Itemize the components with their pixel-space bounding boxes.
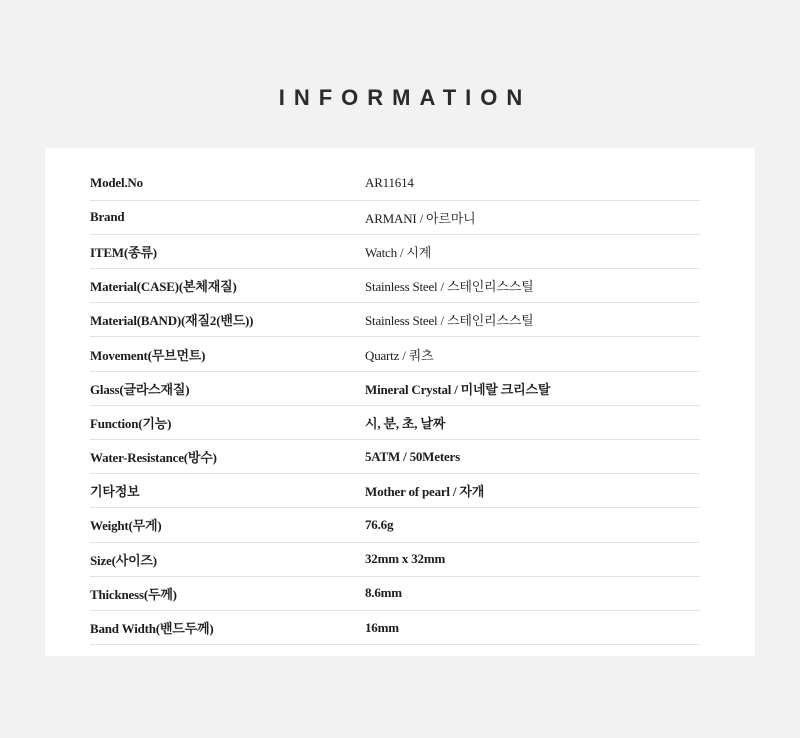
table-row	[90, 371, 700, 405]
table-row	[90, 337, 700, 371]
spec-label: Brand	[90, 200, 365, 234]
spec-label: Glass(글라스재질)	[90, 371, 365, 405]
table-row	[90, 508, 700, 542]
spec-label: Weight(무게)	[90, 508, 365, 542]
table-row	[90, 405, 700, 439]
table-row	[90, 166, 700, 200]
specification-table	[90, 166, 700, 645]
spec-label: Material(BAND)(재질2(밴드))	[90, 303, 365, 337]
table-row	[90, 269, 700, 303]
table-row	[90, 200, 700, 234]
spec-label: 기타정보	[90, 474, 365, 508]
spec-label: Size(사이즈)	[90, 542, 365, 576]
table-row	[90, 234, 700, 268]
spec-label: Function(기능)	[90, 405, 365, 439]
spec-label: Model.No	[90, 166, 365, 200]
spec-value: Stainless Steel / 스테인리스스틸	[365, 269, 700, 303]
spec-value: 8.6mm	[365, 576, 700, 610]
spec-value: Mineral Crystal / 미네랄 크리스탈	[365, 371, 700, 405]
spec-value: Stainless Steel / 스테인리스스틸	[365, 303, 700, 337]
spec-label: Material(CASE)(본체재질)	[90, 269, 365, 303]
spec-value: ARMANI / 아르마니	[365, 200, 700, 234]
spec-label: Thickness(두께)	[90, 576, 365, 610]
spec-label: Movement(무브먼트)	[90, 337, 365, 371]
spec-value: 16mm	[365, 610, 700, 644]
information-card	[45, 148, 755, 656]
spec-label: Band Width(밴드두께)	[90, 610, 365, 644]
spec-value: 76.6g	[365, 508, 700, 542]
page-title: INFORMATION	[278, 85, 532, 110]
spec-label: Water-Resistance(방수)	[90, 440, 365, 474]
table-row	[90, 474, 700, 508]
spec-value: 5ATM / 50Meters	[365, 440, 700, 474]
specification-table-body	[90, 166, 700, 645]
spec-value: Mother of pearl / 자개	[365, 474, 700, 508]
spec-value: 시, 분, 초, 날짜	[365, 405, 700, 439]
spec-label: ITEM(종류)	[90, 234, 365, 268]
table-row	[90, 440, 700, 474]
table-row	[90, 303, 700, 337]
spec-value: Quartz / 쿼츠	[365, 337, 700, 371]
table-row	[90, 610, 700, 644]
table-row	[90, 542, 700, 576]
spec-value: 32mm x 32mm	[365, 542, 700, 576]
spec-value: AR11614	[365, 166, 700, 200]
table-row	[90, 576, 700, 610]
spec-value: Watch / 시계	[365, 234, 700, 268]
